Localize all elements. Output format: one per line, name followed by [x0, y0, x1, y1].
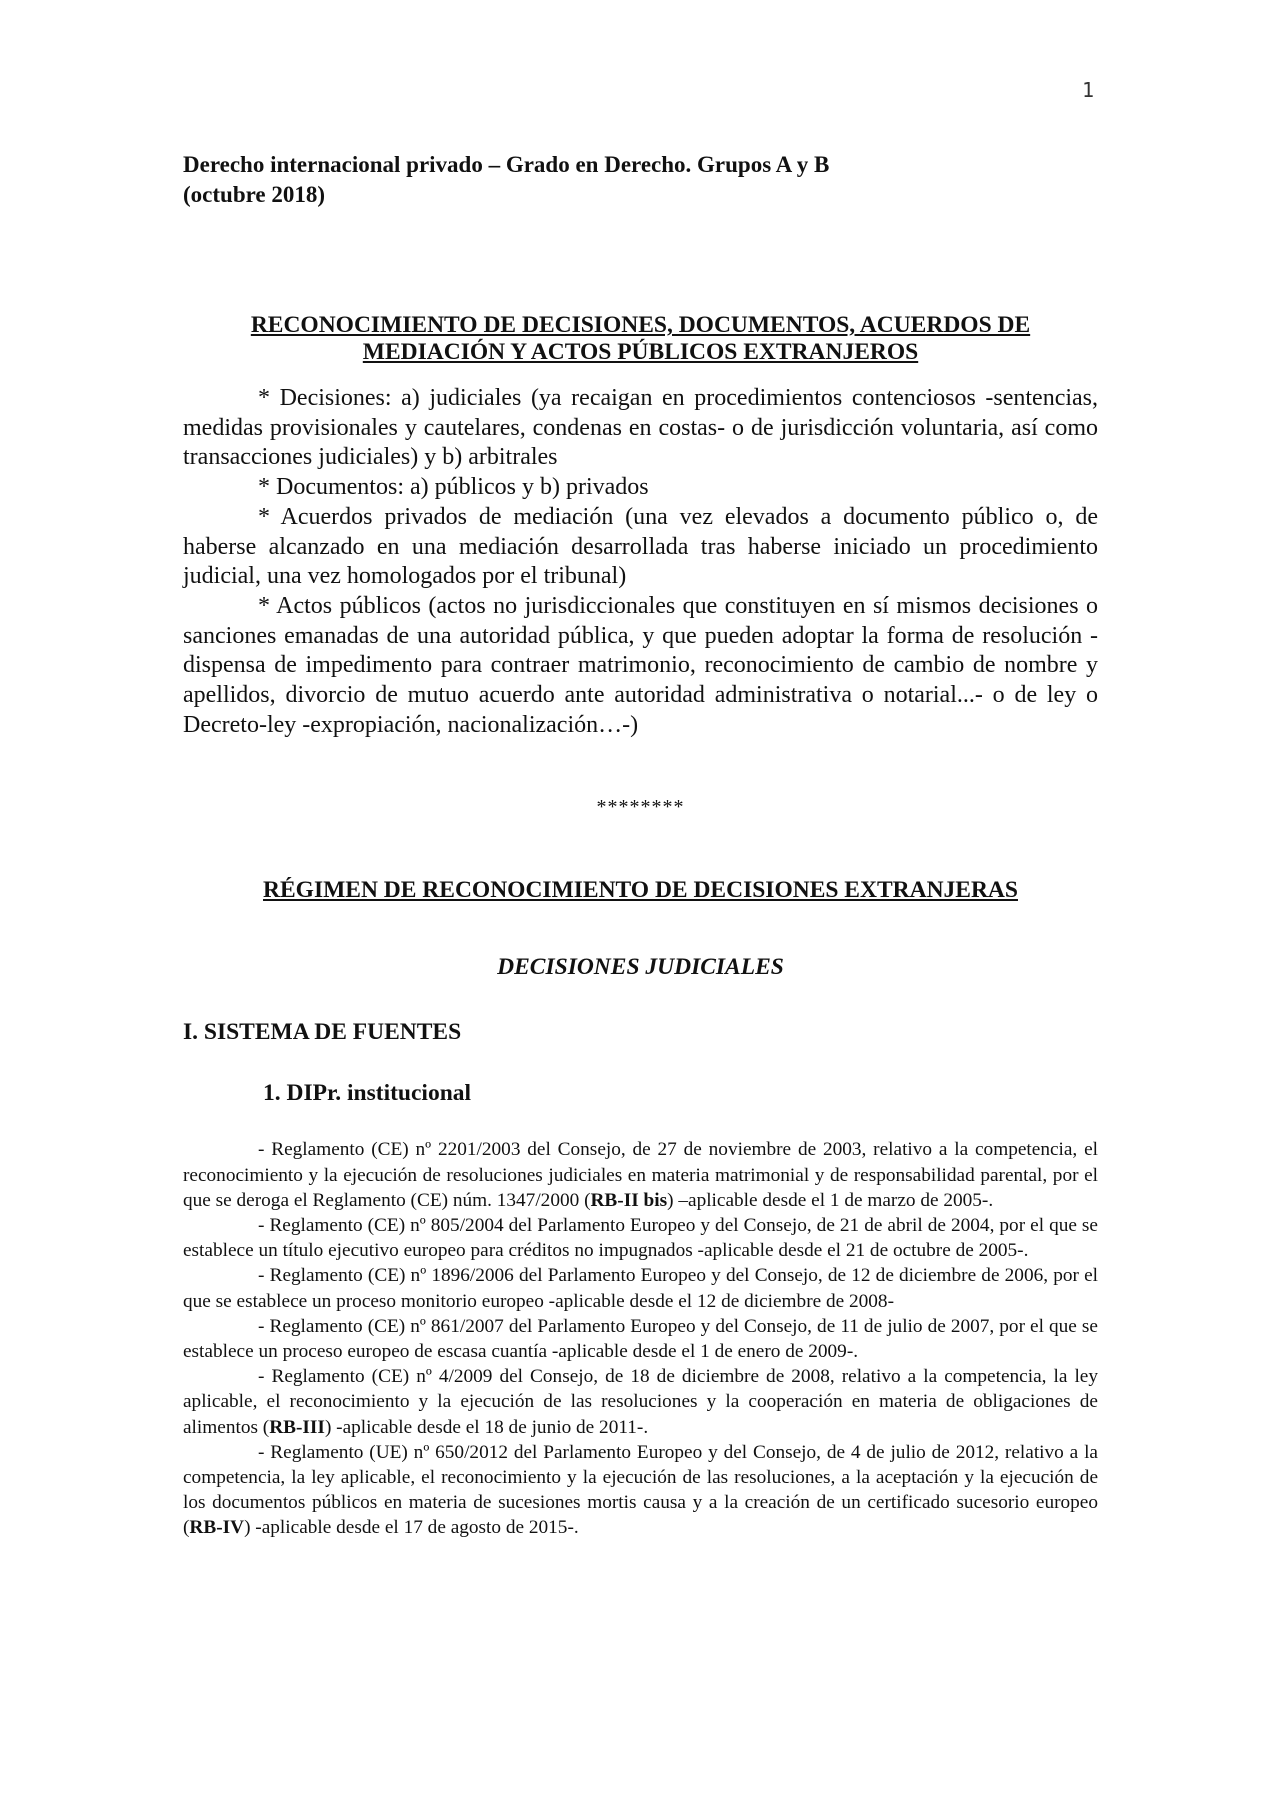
regulation-item [183, 1314, 1098, 1364]
regulation-abbrev: RB-II bis [590, 1189, 668, 1211]
heading-sistema-fuentes: I. SISTEMA DE FUENTES [183, 1019, 462, 1046]
document-title-line-1: RECONOCIMIENTO DE DECISIONES, DOCUMENTOS, ACUERDOS DE [250, 312, 1031, 338]
document-title [183, 312, 1098, 366]
regulation-abbrev: RB-IV [189, 1517, 245, 1539]
course-header [183, 150, 1098, 210]
subsection-title: DECISIONES JUDICIALES [497, 954, 784, 981]
regulation-text-end: ) -aplicable desde el 17 de agosto de 2015-. [244, 1517, 579, 1539]
intro-item-acuerdos: * Acuerdos privados de mediación (una vez elevados a documento público o, de haberse alcanzado en una mediación desarrollada tras haberse iniciado un procedimiento judicial, una vez homologados por el tribunal) [183, 503, 1098, 590]
section-title: RÉGIMEN DE RECONOCIMIENTO DE DECISIONES EXTRANJERAS [263, 877, 1018, 904]
regulation-item [183, 1263, 1098, 1313]
regulation-item [183, 1440, 1098, 1541]
intro-item-decisiones: * Decisiones: a) judiciales (ya recaigan en procedimientos contenciosos -sentencias, medidas provisionales y cautelares, condenas en costas- o de jurisdicción voluntaria, así como transacciones judiciales) y b) arbitrales [183, 385, 1098, 471]
intro-item-actos: * Actos públicos (actos no jurisdiccionales que constituyen en sí mismos decisiones o sanciones emanadas de una autoridad pública, y que pueden adoptar la forma de resolución -dispensa de impedimento para contraer matrimonio, reconocimiento de cambio de nombre y apellidos, divorcio de mutuo acuerdo ante autoridad administrativa o notarial...- o de ley o Decreto-ley -expropiación, nacionalización…-) [183, 592, 1098, 738]
regulation-text: - Reglamento (CE) nº 805/2004 del Parlamento Europeo y del Consejo, de 21 de abril de 2004, por el que se establece un título ejecutivo europeo para créditos no impugnados -aplicable desde el 21 de octubre de 2005-. [183, 1215, 1098, 1262]
course-header-line: Derecho internacional privado – Grado en Derecho. Grupos A y B [183, 152, 830, 177]
regulation-item [183, 1213, 1098, 1263]
regulation-text: - Reglamento (CE) nº 4/2009 del Consejo, de 18 de diciembre de 2008, relativo a la competencia, la ley aplicable, el reconocimiento y la ejecución de las resoluciones y la cooperación en materia de obligaciones de alimentos ( [183, 1366, 1098, 1438]
page-number: 1 [1082, 78, 1095, 102]
regulation-text: - Reglamento (CE) nº 2201/2003 del Consejo, de 27 de noviembre de 2003, relativo a la competencia, el reconocimiento y la ejecución de resoluciones judiciales en materia matrimonial y de responsabilidad parental, por el que se deroga el Reglamento (CE) núm. 1347/2000 ( [183, 1139, 1098, 1211]
regulation-abbrev: RB-III [269, 1416, 325, 1438]
regulation-text: - Reglamento (CE) nº 1896/2006 del Parlamento Europeo y del Consejo, de 12 de diciembre de 2006, por el que se establece un proceso monitorio europeo -aplicable desde el 12 de diciembre de 2008- [183, 1265, 1098, 1312]
separator: ******** [596, 796, 685, 819]
regulation-item [183, 1364, 1098, 1440]
document-body [183, 150, 1098, 1541]
intro-item-documentos: * Documentos: a) públicos y b) privados [258, 474, 649, 501]
regulation-item [183, 1137, 1098, 1213]
document-title-line-2: MEDIACIÓN Y ACTOS PÚBLICOS EXTRANJEROS [362, 339, 919, 365]
heading-dipr-institucional: 1. DIPr. institucional [263, 1080, 472, 1107]
regulation-text: - Reglamento (CE) nº 861/2007 del Parlamento Europeo y del Consejo, de 11 de julio de 2007, por el que se establece un proceso europeo de escasa cuantía -aplicable desde el 1 de enero de 2009-. [183, 1315, 1098, 1363]
course-date: (octubre 2018) [183, 182, 326, 207]
regulation-text: - Reglamento (UE) nº 650/2012 del Parlamento Europeo y del Consejo, de 4 de julio de 2012, relativo a la competencia, la ley aplicable, el reconocimiento y la ejecución de las resoluciones, a la aceptación y la ejecución de los documentos públicos en materia de sucesiones mortis causa y a la creación de un certificado sucesorio europeo ( [183, 1441, 1098, 1539]
regulation-text-end: ) -aplicable desde el 18 de junio de 2011-. [324, 1416, 649, 1438]
intro-list [183, 384, 1098, 740]
regulations-list [183, 1137, 1098, 1540]
regulation-text-end: ) –aplicable desde el 1 de marzo de 2005-. [667, 1189, 994, 1211]
